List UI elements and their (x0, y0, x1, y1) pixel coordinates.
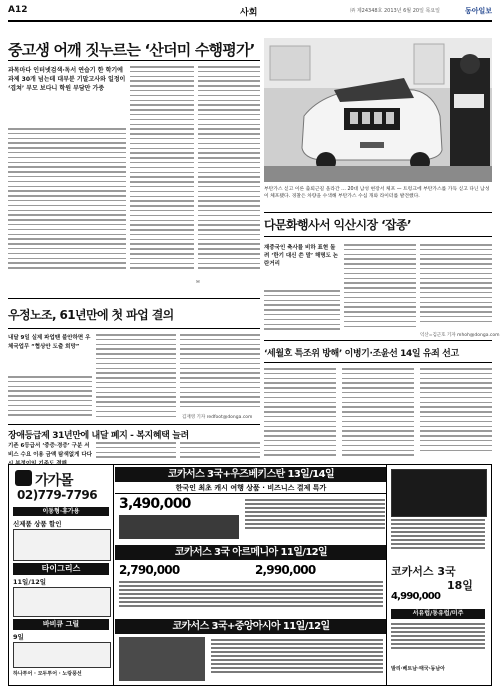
header-rule (8, 20, 492, 22)
ad-store-phone: 02)779-7796 (17, 488, 98, 502)
ad-left-tag-2: 타이그리스 (13, 563, 109, 575)
ad-mid-price-2: 2,990,000 (255, 563, 316, 577)
right-body-col-1a (264, 290, 340, 330)
ad-store-name: 가가몰 (35, 473, 73, 489)
right-body-col-2 (344, 244, 416, 330)
ad-right-title: 코카서스 3국 (391, 565, 456, 578)
section-title: 사회 (240, 8, 258, 18)
news-photo (264, 38, 492, 182)
ad-bottom-details (211, 639, 383, 681)
ad-left-item-2: 11일/12일 (13, 578, 47, 586)
ad-left-column (9, 465, 114, 685)
union-body-col-1 (8, 376, 92, 420)
disabled-body-col-3 (180, 442, 260, 460)
disabled-body-col-2 (96, 442, 176, 460)
lead-body-col-1 (8, 128, 126, 278)
ad-left-tag-1: 이동형·휴가용 (13, 507, 109, 516)
ad-right-bottom-title: 서유럽/동유럽/미주 (391, 609, 485, 619)
sewol-body-col-2 (342, 368, 414, 458)
right-body-col-3 (420, 244, 492, 330)
ad-mid-title: 코카서스 3국 아르메니아 11일/12일 (115, 545, 387, 560)
ad-main-column (115, 465, 387, 685)
union-byline: 김재영 기자 redfoot@donga.com (182, 415, 253, 420)
ad-main-details (245, 499, 385, 539)
right-head-rule (264, 236, 492, 237)
ad-main-title: 코카서스 3국+우즈베키스탄 13일/14일 (115, 467, 387, 482)
union-deck: 내달 9일 실제 파업땐 불안하면 우체국업무 “협상안 도출 희망” (8, 335, 91, 350)
sewol-body-col-1 (264, 368, 336, 458)
right-headline: 다문화행사서 익산시장 ‘잡종’ (264, 218, 411, 232)
union-body-col-3 (180, 334, 260, 414)
sewol-headline: ‘세월호 특조위 방해’ 이병기·조윤선 14일 유죄 선고 (264, 349, 459, 359)
lead-deck: 과목마다 인터넷검색·독서 연습기 한 학기에 과제 30개 넘는데 대부분 기말고사와 일정이 ‘겹쳐’ 부모 보다니 학원 부담만 가중 (8, 67, 126, 92)
union-head-rule (8, 328, 260, 329)
ad-right-details-2 (391, 623, 485, 659)
ad-right-column (386, 465, 491, 685)
ad-bottom-title: 코카서스 3국+중앙아시아 11일/12일 (115, 619, 387, 634)
disabled-headline: 장애등급제 31년만에 내달 폐지 - 복지혜택 늘려 (8, 431, 189, 441)
lead-byline: ✉ (196, 280, 200, 285)
ad-right-image-1 (391, 469, 487, 517)
ad-left-bottom: 하나투어 · 모두투어 · 노랑풍선 (13, 671, 82, 677)
disabled-rule (8, 424, 260, 425)
ad-right-bottom-label: 발리·베트남·태국·동남아 (391, 666, 445, 672)
right-deck: 재중국인 축사를 비하 표현 돌려 ‘한기 대신 쓴 말’ 해명도 논란거리 (264, 245, 339, 267)
ad-bottom-image (119, 637, 205, 681)
ad-left-image-3 (13, 642, 111, 668)
car-trunk-photo (264, 38, 492, 182)
right-rule (264, 212, 492, 213)
union-rule (8, 298, 260, 299)
ad-mid-details (119, 581, 383, 615)
ad-left-image-1 (13, 529, 111, 561)
ad-main-subtitle: 한국인 최초 캐시 여행 상품 · 비즈니스 결제 특가 (115, 483, 387, 494)
ad-right-details-1 (391, 519, 485, 559)
store-logo-icon (15, 470, 32, 486)
ad-left-image-2 (13, 587, 111, 617)
ad-store-logo (13, 469, 109, 503)
ad-left-item-1: 신제품 상품 할인 (13, 520, 62, 528)
ad-left-tag-3: 바비큐 그릴 (13, 619, 109, 630)
lead-body-col-2 (130, 66, 194, 278)
lead-headline: 중고생 어깨 짓누르는 ‘산더미 수행평가’ (8, 41, 255, 59)
ad-main-price: 3,490,000 (119, 496, 191, 512)
ad-main-image (119, 515, 239, 539)
sewol-body-col-3 (420, 368, 492, 458)
union-body-col-2 (96, 334, 176, 420)
issue-meta: ㈜ 제24348호 2013년 6월 20일 목요일 (350, 8, 440, 14)
lead-body-col-3 (198, 66, 260, 278)
ad-mid-price: 2,790,000 (119, 563, 180, 577)
ad-right-price: 4,990,000 (391, 591, 441, 602)
union-headline: 우정노조, 61년만에 첫 파업 결의 (8, 308, 174, 322)
page-number: A12 (8, 5, 28, 15)
sewol-head-rule (264, 362, 492, 363)
sewol-rule (264, 340, 492, 341)
disabled-deck: 기존 6등급서 ‘중증·경증’ 구분 서비스 수요 이용 금액 탐색없게 다다 (8, 443, 92, 458)
ad-left-item-3: 9일 (13, 633, 24, 641)
lead-rule (8, 60, 260, 61)
ad-right-days: 18일 (447, 579, 473, 592)
photo-caption: 부탄가스 싣고 이른 출퇴근길 올라간 … 20대 남성 현장서 체포 — 트렁크에 부탄가스를 가득 싣고 다닌 남성이 체포됐다. 경찰은 차량을 수색해 부탄가스 수십 개와 라이터를 발견했다. (264, 187, 490, 199)
newspaper-brand: 동아일보 (464, 7, 492, 15)
page-header (8, 4, 492, 18)
right-byline: 익산=김근호 기자 mhoh@donga.com (420, 333, 500, 338)
travel-advertisement (8, 464, 492, 686)
